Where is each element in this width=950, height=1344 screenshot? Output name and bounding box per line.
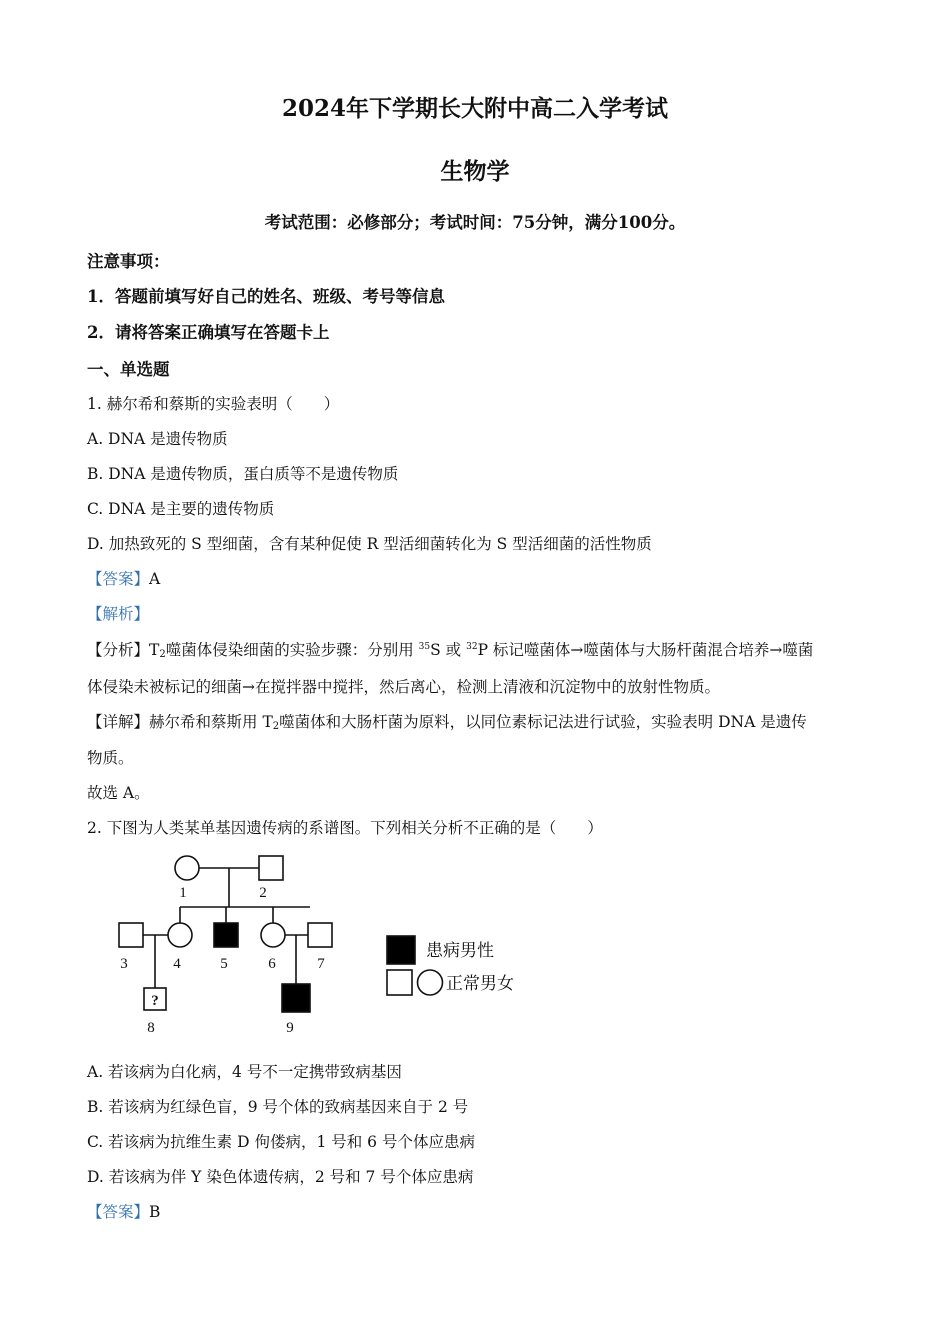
section-title: 一、单选题 bbox=[87, 360, 170, 379]
notice-item-2: 2．请将答案正确填写在答题卡上 bbox=[87, 323, 330, 342]
question-1-option-a: A. DNA 是遗传物质 bbox=[87, 430, 228, 448]
answer-tag: 【答案】 bbox=[87, 570, 150, 588]
exam-scope: 考试范围：必修部分；考试时间：75分钟，满分100分。 bbox=[264, 213, 686, 232]
answer-tag: 【答案】 bbox=[87, 1203, 150, 1221]
notice-heading: 注意事项： bbox=[87, 252, 170, 271]
question-1-answer bbox=[87, 567, 160, 589]
fenxi-superscript-1: 35 bbox=[418, 642, 431, 652]
answer-value: A bbox=[149, 570, 161, 588]
xiangjie-subscript: 2 bbox=[272, 721, 280, 732]
question-1-stem: 1. 赫尔希和蔡斯的实验表明（ ） bbox=[87, 395, 340, 413]
analysis-tag: 【解析】 bbox=[87, 605, 150, 623]
legend-normal-label: 正常男女 bbox=[446, 974, 514, 994]
individual-2-male bbox=[259, 856, 283, 880]
xiangjie-text-a: 赫尔希和蔡斯用 T bbox=[149, 713, 273, 731]
page-title: 2024年下学期长大附中高二入学考试 bbox=[281, 95, 668, 122]
question-2-option-a: A. 若该病为白化病，4 号不一定携带致病基因 bbox=[87, 1063, 402, 1081]
legend-normal-male-symbol bbox=[387, 970, 412, 995]
label-9: 9 bbox=[286, 1020, 294, 1036]
fenxi-subscript: 2 bbox=[159, 649, 166, 660]
individual-9-affected-male bbox=[282, 984, 310, 1012]
pedigree-diagram bbox=[110, 848, 530, 1043]
answer-value: B bbox=[149, 1203, 161, 1221]
individual-3-male bbox=[119, 923, 143, 947]
label-2: 2 bbox=[259, 885, 267, 901]
fenxi-text-c: S 或 bbox=[430, 641, 467, 659]
fenxi-tag: 【分析】 bbox=[87, 641, 150, 659]
fenxi-line-2: 体侵染未被标记的细菌→在搅拌器中搅拌，然后离心，检测上清液和沉淀物中的放射性物质。 bbox=[87, 678, 720, 696]
label-3: 3 bbox=[120, 956, 128, 972]
question-1-option-d: D. 加热致死的 S 型细菌，含有某种促使 R 型活细菌转化为 S 型活细菌的活性物质 bbox=[87, 535, 652, 553]
unknown-mark: ? bbox=[151, 993, 159, 1009]
label-7: 7 bbox=[317, 956, 325, 972]
question-2-option-d: D. 若该病为伴 Y 染色体遗传病，2 号和 7 号个体应患病 bbox=[87, 1168, 474, 1186]
question-2-option-c: C. 若该病为抗维生素 D 佝偻病，1 号和 6 号个体应患病 bbox=[87, 1133, 475, 1151]
xiangjie-line-2: 物质。 bbox=[87, 749, 134, 767]
conclusion: 故选 A。 bbox=[87, 784, 150, 802]
individual-1-female bbox=[175, 856, 199, 880]
individual-5-affected-male bbox=[214, 923, 238, 947]
individual-6-female bbox=[261, 923, 285, 947]
notice-item-1: 1．答题前填写好自己的姓名、班级、考号等信息 bbox=[87, 287, 445, 306]
question-2-stem: 2. 下图为人类某单基因遗传病的系谱图。下列相关分析不正确的是（ ） bbox=[87, 819, 603, 837]
legend-normal-female-symbol bbox=[418, 970, 443, 995]
xiangjie-text-b: 噬菌体和大肠杆菌为原料，以同位素标记法进行试验，实验表明 DNA 是遗传 bbox=[279, 713, 807, 731]
legend-affected-male-label: 患病男性 bbox=[426, 941, 494, 961]
label-8: 8 bbox=[147, 1020, 155, 1036]
fenxi-superscript-2: 32 bbox=[466, 642, 478, 652]
subject-title: 生物学 bbox=[440, 158, 510, 185]
legend-affected-male-symbol bbox=[387, 936, 415, 964]
label-4: 4 bbox=[173, 956, 181, 972]
label-5: 5 bbox=[220, 956, 228, 972]
label-1: 1 bbox=[179, 885, 187, 901]
question-2-answer bbox=[87, 1200, 160, 1222]
fenxi-text-b: 噬菌体侵染细菌的实验步骤：分别用 bbox=[165, 641, 419, 659]
fenxi-line-1 bbox=[87, 638, 813, 660]
label-6: 6 bbox=[268, 956, 276, 972]
question-1-option-c: C. DNA 是主要的遗传物质 bbox=[87, 500, 275, 518]
xiangjie-tag: 【详解】 bbox=[87, 713, 150, 731]
question-2-option-b: B. 若该病为红绿色盲，9 号个体的致病基因来自于 2 号 bbox=[87, 1098, 469, 1116]
fenxi-text-a: T bbox=[149, 641, 160, 659]
individual-4-female bbox=[168, 923, 192, 947]
individual-7-male bbox=[308, 923, 332, 947]
question-1-option-b: B. DNA 是遗传物质，蛋白质等不是遗传物质 bbox=[87, 465, 399, 483]
xiangjie-line-1 bbox=[87, 710, 807, 732]
fenxi-text-d: P 标记噬菌体→噬菌体与大肠杆菌混合培养→噬菌 bbox=[477, 641, 814, 659]
